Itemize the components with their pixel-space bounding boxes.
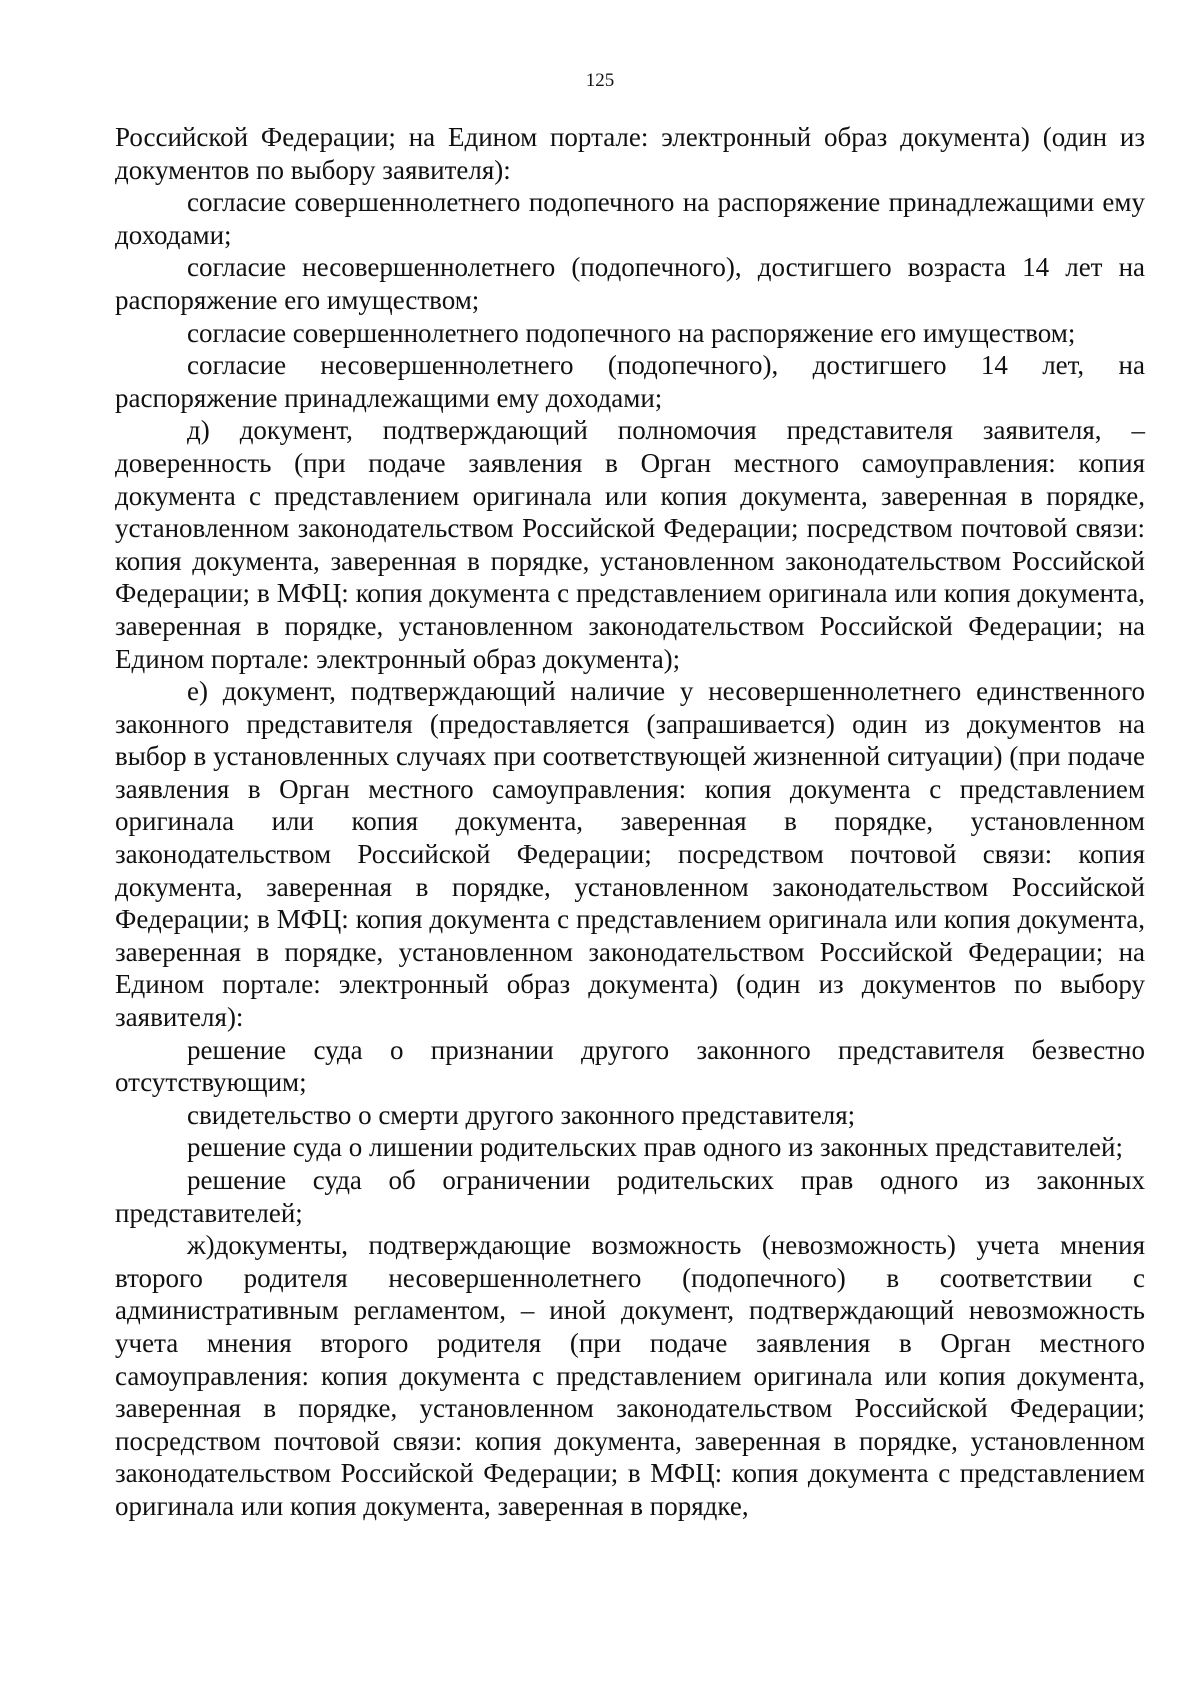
paragraph: согласие несовершеннолетнего (подопечного), достигшего возраста 14 лет на распоряжение его имуществом; [115, 252, 1145, 315]
paragraph: решение суда о лишении родительских прав одного из законных представителей; [187, 1132, 1123, 1163]
paragraph-continuation: Российской Федерации; на Едином портале: электронный образ документа) (один из документов по выбору заявителя): [115, 122, 1145, 185]
paragraph-item-zh: ж)документы, подтверждающие возможность (невозможность) учета мнения второго родителя несовершеннолетнего (подопечного) в соответствии с административным регламентом, – иной документ, подтверждающий невозможность учета мнения второго родителя (при подаче заявления в Орган местного самоуправления: копия документа с представлением оригинала или копия документа, заверенная в порядке, установленном законодательством Российской Федерации; посредством почтовой связи: копия документа, заверенная в порядке, установленном законодательством Российской Федерации; в МФЦ: копия документа с представлением оригинала или копия документа, заверенная в порядке, [115, 1230, 1145, 1521]
paragraph: решение суда об ограничении родительских прав одного из законных представителей; [115, 1165, 1145, 1228]
paragraph: свидетельство о смерти другого законного представителя; [187, 1099, 856, 1130]
paragraph: решение суда о признании другого законного представителя безвестно отсутствующим; [115, 1034, 1145, 1098]
paragraph: согласие совершеннолетнего подопечного на распоряжение принадлежащими ему доходами; [115, 187, 1145, 250]
paragraph-item-d: д) документ, подтверждающий полномочия представителя заявителя, – доверенность (при подаче заявления в Орган местного самоуправления: копия документа с представлением оригинала или копия документа, заверенная в порядке, установленном законодательством Российской Федерации; посредством почтовой связи: копия документа, заверенная в порядке, установленном законодательством Российской Федерации; в МФЦ: копия документа с представлением оригинала или копия документа, заверенная в порядке, установленном законодательством Российской Федерации; на Едином портале: электронный образ документа); [115, 415, 1145, 674]
paragraph: согласие совершеннолетнего подопечного на распоряжение его имуществом; [187, 317, 1076, 348]
paragraph: согласие несовершеннолетнего (подопечного), достигшего 14 лет, на распоряжение принадлежащими ему доходами; [115, 350, 1145, 413]
paragraph-item-e: е) документ, подтверждающий наличие у несовершеннолетнего единственного законного представителя (предоставляется (запрашивается) один из документов на выбор в установленных случаях при соответствующей жизненной ситуации) (при подаче заявления в Орган местного самоуправления: копия документа с представлением оригинала или копия документа, заверенная в порядке, установленном законодательством Российской Федерации; посредством почтовой связи: копия документа, заверенная в порядке, установленном законодательством Российской Федерации; в МФЦ: копия документа с представлением оригинала или копия документа, заверенная в порядке, установленном законодательством Российской Федерации; на Едином портале: электронный образ документа) (один из документов по выбору заявителя): [115, 676, 1145, 1033]
page-number: 125 [585, 70, 615, 91]
document-body [115, 121, 1145, 1523]
